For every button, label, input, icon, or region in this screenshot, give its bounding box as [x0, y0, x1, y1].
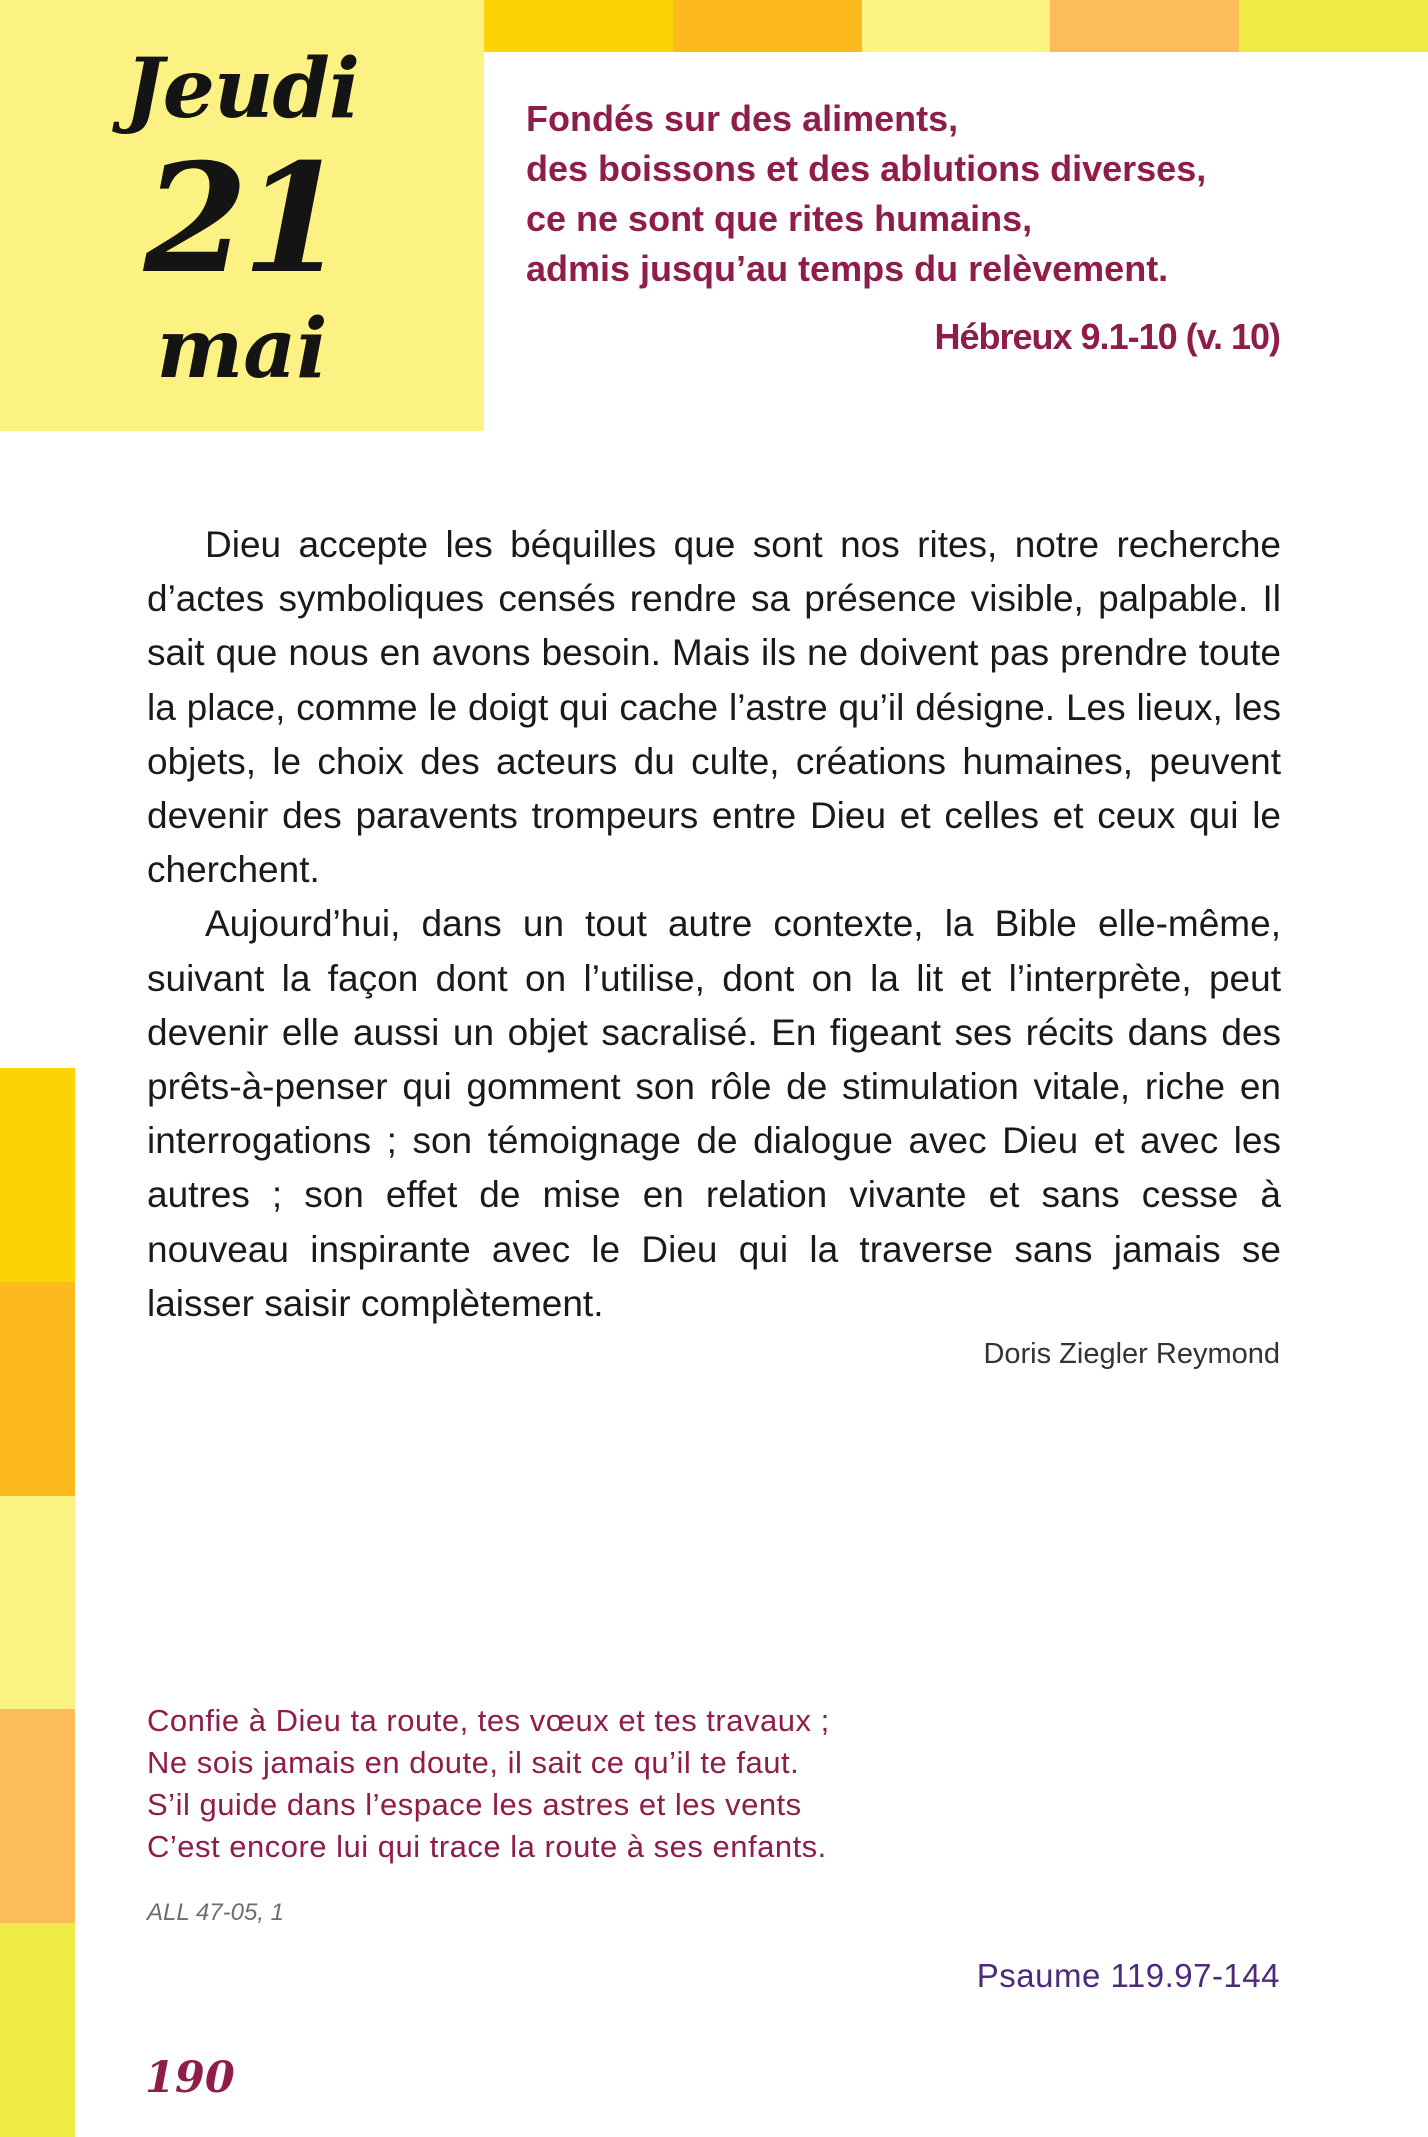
hymn-line: Confie à Dieu ta route, tes vœux et tes travaux ; [147, 1703, 830, 1738]
page-number: 190 [145, 2053, 235, 2103]
verse-line: ce ne sont que rites humains, [526, 198, 1033, 239]
left-strip-segment [0, 1496, 75, 1710]
hymn-line: S’il guide dans l’espace les astres et les vents [147, 1787, 802, 1822]
hymn-stanza [147, 1700, 830, 1868]
verse-line: des boissons et des ablutions diverses, [526, 148, 1207, 189]
top-strip-segment [1239, 0, 1428, 52]
top-strip-segment [673, 0, 862, 52]
hymn-reference: ALL 47-05, 1 [147, 1899, 285, 1926]
left-strip-segment [0, 1923, 75, 2137]
verse-line: Fondés sur des aliments, [526, 98, 959, 139]
top-strip-segment [1050, 0, 1239, 52]
paragraph: Aujourd’hui, dans un tout autre contexte, la Bible elle-même, suivant la façon dont on l’utilise, dont on la lit et l’interprète, peut devenir elle aussi un objet sacralisé. En figeant ses récits dans des prêts-à-penser qui gomment son rôle de stimulation vitale, riche en interrogations ; son témoignage de dialogue avec Dieu et avec les autres ; son effet de mise en relation vivante et sans cesse à nouveau inspirante avec le Dieu qui la traverse sans jamais se laisser saisir complètement. [147, 903, 1281, 1324]
month: mai [156, 301, 328, 397]
top-color-strip [484, 0, 1428, 52]
left-strip-segment [0, 1282, 75, 1496]
top-strip-segment [484, 0, 673, 52]
weekday: Jeudi [124, 41, 360, 137]
day-number: 21 [143, 131, 341, 307]
date-box [0, 0, 484, 431]
paragraph: Dieu accepte les béquilles que sont nos rites, notre recherche d’actes symboliques censés rendre sa présence visible, palpable. Il sait que nous en avons besoin. Mais ils ne doivent pas prendre toute la place, comme le doigt qui cache l’astre qu’il désigne. Les lieux, les objets, le choix des acteurs du culte, créations humaines, peuvent devenir des paravents trompeurs entre Dieu et celles et ceux qui le cherchent. [147, 524, 1281, 891]
left-strip-segment [0, 1068, 75, 1282]
author: Doris Ziegler Reymond [983, 1338, 1280, 1370]
top-strip-segment [862, 0, 1051, 52]
left-color-strip [0, 1068, 75, 2137]
left-strip-segment [0, 1709, 75, 1923]
hymn-line: C’est encore lui qui trace la route à ses enfants. [147, 1829, 827, 1864]
verse-quote [526, 94, 1286, 294]
hymn-line: Ne sois jamais en doute, il sait ce qu’il te faut. [147, 1745, 800, 1780]
verse-line: admis jusqu’au temps du relèvement. [526, 248, 1169, 289]
psalm-reading: Psaume 119.97-144 [976, 1957, 1280, 1994]
verse-reference: Hébreux 9.1-10 (v. 10) [934, 316, 1280, 357]
meditation-text [147, 518, 1281, 1331]
